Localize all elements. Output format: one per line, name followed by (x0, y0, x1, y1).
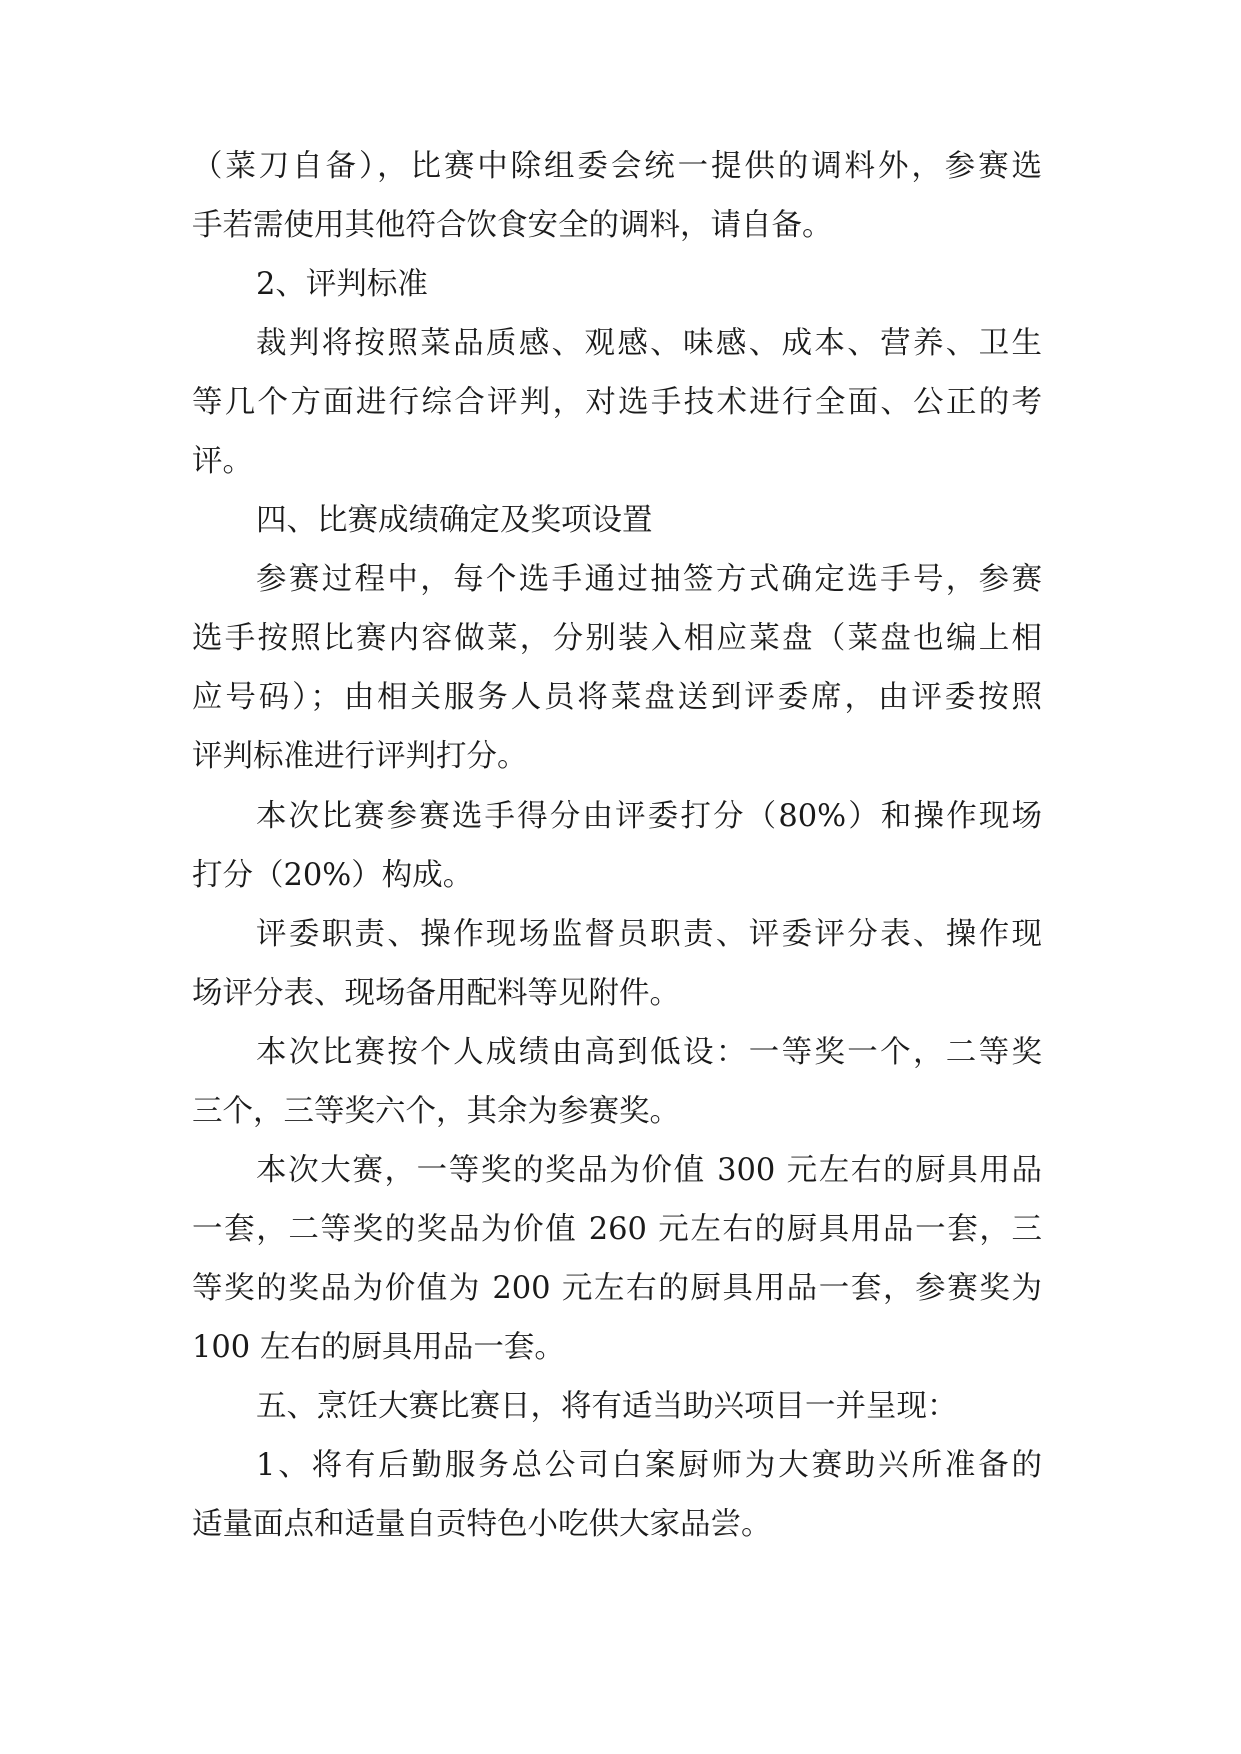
text-line: 等奖的奖品为价值为 200 元左右的厨具用品一套，参赛奖为 (192, 1271, 1042, 1306)
text-line: 1、将有后勤服务总公司白案厨师为大赛助兴所准备的 (256, 1448, 1042, 1483)
text-line: 参赛过程中，每个选手通过抽签方式确定选手号，参赛 (256, 562, 1042, 597)
text-line: 评委职责、操作现场监督员职责、评委评分表、操作现 (256, 917, 1042, 952)
text-line: 本次比赛参赛选手得分由评委打分（80%）和操作现场 (256, 799, 1042, 834)
section-heading: 四、比赛成绩确定及奖项设置 (256, 503, 653, 538)
text-line: 评判标准进行评判打分。 (192, 739, 528, 774)
text-line: 100 左右的厨具用品一套。 (192, 1330, 565, 1365)
text-line: 打分（20%）构成。 (192, 858, 474, 893)
text-line: 评。 (192, 444, 253, 479)
section-heading: 五、烹饪大赛比赛日，将有适当助兴项目一并呈现： (256, 1389, 958, 1424)
text-line: 选手按照比赛内容做菜，分别装入相应菜盘（菜盘也编上相 (192, 621, 1042, 656)
text-line: 应号码）；由相关服务人员将菜盘送到评委席，由评委按照 (192, 680, 1042, 715)
text-line: 裁判将按照菜品质感、观感、味感、成本、营养、卫生 (256, 326, 1042, 361)
text-line: 一套，二等奖的奖品为价值 260 元左右的厨具用品一套，三 (192, 1212, 1042, 1247)
text-line: （菜刀自备），比赛中除组委会统一提供的调料外，参赛选 (192, 149, 1042, 184)
text-line: 场评分表、现场备用配料等见附件。 (192, 976, 680, 1011)
text-line: 本次比赛按个人成绩由高到低设：一等奖一个，二等奖 (256, 1035, 1042, 1070)
section-heading: 2、评判标准 (256, 267, 428, 302)
text-line: 手若需使用其他符合饮食安全的调料，请自备。 (192, 208, 833, 243)
text-line: 本次大赛，一等奖的奖品为价值 300 元左右的厨具用品 (256, 1153, 1042, 1188)
text-line: 适量面点和适量自贡特色小吃供大家品尝。 (192, 1507, 772, 1542)
text-line: 三个，三等奖六个，其余为参赛奖。 (192, 1094, 680, 1129)
text-line: 等几个方面进行综合评判，对选手技术进行全面、公正的考 (192, 385, 1042, 420)
